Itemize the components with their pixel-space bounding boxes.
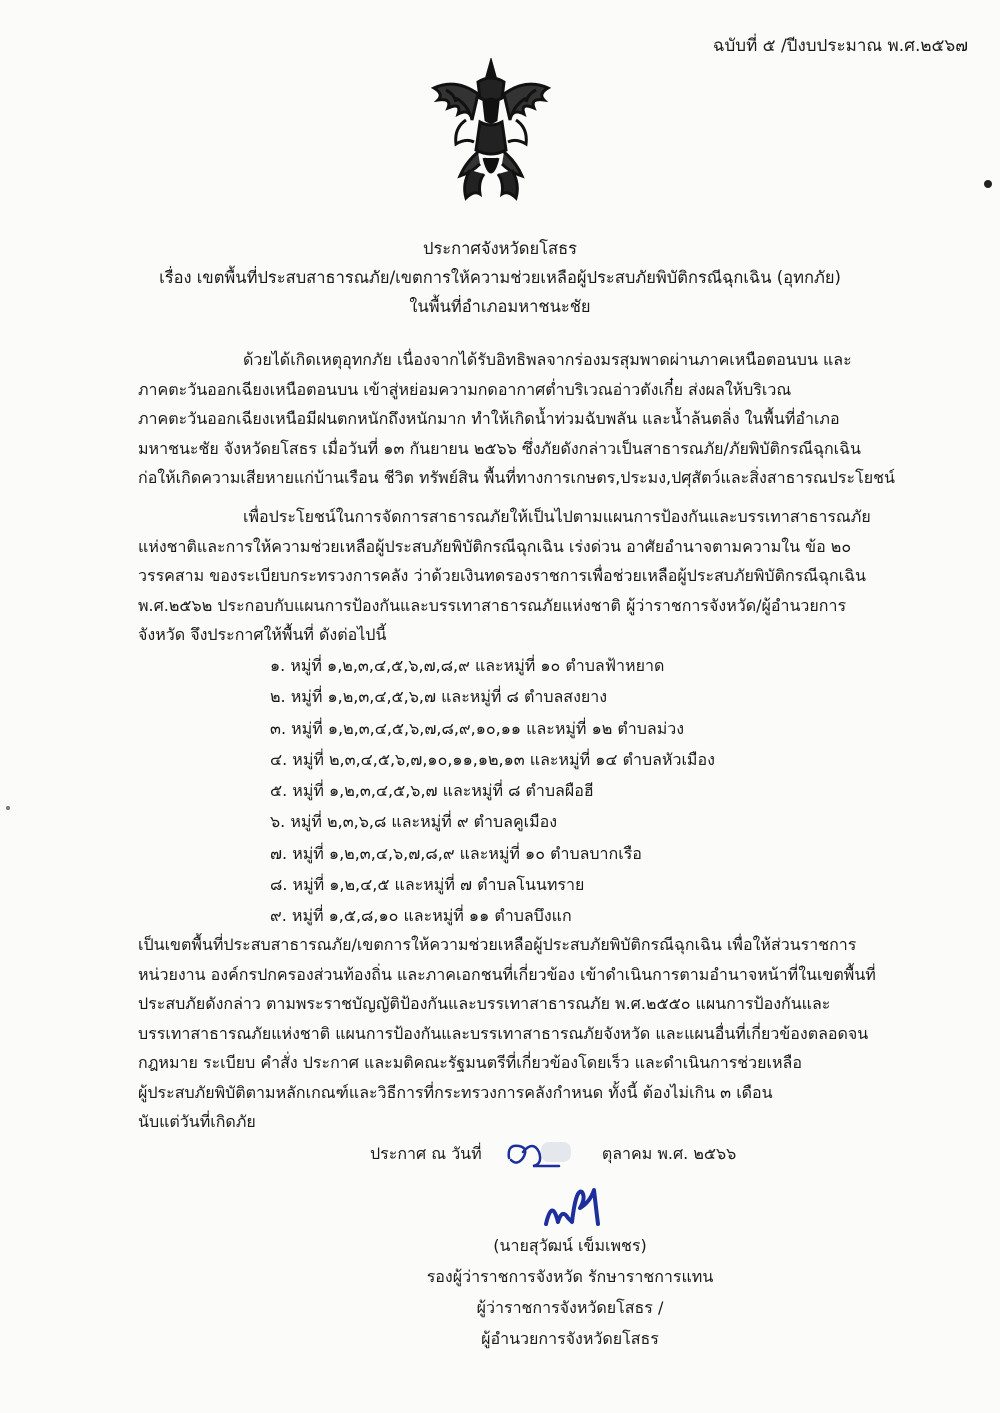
paragraph-3 [138,930,906,1137]
signer-name: (นายสุวัฒน์ เข็มเพชร) [493,1236,647,1255]
list-item: ๘. หมู่ที่ ๑,๒,๔,๕ และหมู่ที่ ๗ ตำบลโนนทราย [270,875,585,895]
paragraph-line: เพื่อประโยชน์ในการจัดการสาธารณภัยให้เป็นไปตามแผนการป้องกันและบรรเทาสาธารณภัย [243,507,871,526]
paragraph-line: นับแต่วันที่เกิดภัย [138,1112,256,1131]
paragraph-line: ภาคตะวันออกเฉียงเหนือตอนบน เข้าสู่หย่อมความกดอากาศต่ำบริเวณอ่าวตังเกี๋ย ส่งผลให้บริเวณ [138,379,792,399]
paragraph-line: วรรคสาม ของระเบียบกระทรวงการคลัง ว่าด้วยเงินทดรองราชการเพื่อช่วยเหลือผู้ประสบภัยพิบัติกรณีฉุกเฉิน [138,566,866,585]
paragraph-line: แห่งชาติและการให้ความช่วยเหลือผู้ประสบภัยพิบัติกรณีฉุกเฉิน เร่งด่วน อาศัยอำนาจตามความใน ข้อ ๒๐ [138,536,852,556]
list-item: ๗. หมู่ที่ ๑,๒,๓,๔,๖,๗,๘,๙ และหมู่ที่ ๑๐ ตำบลบากเรือ [270,843,642,863]
paragraph-1 [138,345,906,493]
list-item: ๙. หมู่ที่ ๑,๕,๘,๑๐ และหมู่ที่ ๑๑ ตำบลบึงแก [270,906,572,926]
list-item: ๖. หมู่ที่ ๒,๓,๖,๘ และหมู่ที่ ๙ ตำบลคูเมือง [270,812,558,832]
paragraph-line: พ.ศ.๒๕๖๒ ประกอบกับแผนการป้องกันและบรรเทาสาธารณภัยแห่งชาติ ผู้ว่าราชการจังหวัด/ผู้อำนวยการ [138,595,847,615]
date-suffix: ตุลาคม พ.ศ. ๒๕๖๖ [601,1144,737,1163]
list-item: ๒. หมู่ที่ ๑,๒,๓,๔,๕,๖,๗ และหมู่ที่ ๘ ตำบลสงยาง [270,687,608,707]
garuda-emblem-icon [426,58,556,206]
heading-location: ในพื้นที่อำเภอมหาชนะชัย [409,297,591,316]
heading-subject: เรื่อง เขตพื้นที่ประสบสาธารณภัย/เขตการให้ความช่วยเหลือผู้ประสบภัยพิบัติกรณีฉุกเฉิน (อุทกภัย) [159,268,841,287]
paragraph-line: เป็นเขตพื้นที่ประสบสาธารณภัย/เขตการให้ความช่วยเหลือผู้ประสบภัยพิบัติกรณีฉุกเฉิน เพื่อให้ส่วนราชการ [138,935,857,954]
paragraph-line: ด้วยได้เกิดเหตุอุทกภัย เนื่องจากได้รับอิทธิพลจากร่องมรสุมพาดผ่านภาคเหนือตอนบน และ [243,350,852,369]
signer-block [0,1230,1000,1354]
signer-position: ผู้ว่าราชการจังหวัดยโสธร / [476,1298,664,1317]
heading-line-1: ประกาศจังหวัดยโสธร [422,239,578,258]
paragraph-line: กฎหมาย ระเบียบ คำสั่ง ประกาศ และมติคณะรัฐมนตรีที่เกี่ยวข้องโดยเร็ว และดำเนินการช่วยเหลือ [138,1053,802,1072]
paragraph-line: ก่อให้เกิดความเสียหายแก่บ้านเรือน ชีวิต ทรัพย์สิน พื้นที่ทางการเกษตร,ประมง,ปศุสัตว์และสิ่งสาธารณประโยชน์ [138,468,895,487]
list-item: ๕. หมู่ที่ ๑,๒,๓,๔,๕,๖,๗ และหมู่ที่ ๘ ตำบลผือฮี [270,781,594,801]
paragraph-line: ภาคตะวันออกเฉียงเหนือมีฝนตกหนักถึงหนักมาก ทำให้เกิดน้ำท่วมฉับพลัน และน้ำล้นตลิ่ง ในพื้นที่อำเภอ [138,409,840,428]
paragraph-line: ผู้ประสบภัยพิบัติตามหลักเกณฑ์และวิธีการที่กระทรวงการคลังกำหนด ทั้งนี้ ต้องไม่เกิน ๓ เดือน [138,1082,773,1102]
handwritten-day-mark [503,1136,573,1170]
list-item: ๑. หมู่ที่ ๑,๒,๓,๔,๕,๖,๗,๘,๙ และหมู่ที่ ๑๐ ตำบลฟ้าหยาด [270,656,665,675]
paragraph-line: มหาชนะชัย จังหวัดยโสธร เมื่อวันที่ ๑๓ กันยายน ๒๕๖๖ ซึ่งภัยดังกล่าวเป็นสาธารณภัย/ภัยพิบัติกรณีฉุกเฉิน [138,438,861,458]
list-item: ๓. หมู่ที่ ๑,๒,๓,๔,๕,๖,๗,๘,๙,๑๐,๑๑ และหมู่ที่ ๑๒ ตำบลม่วง [270,718,685,738]
paragraph-line: ประสบภัยดังกล่าว ตามพระราชบัญญัติป้องกันและบรรเทาสาธารณภัย พ.ศ.๒๕๕๐ แผนการป้องกันและ [138,994,831,1013]
edition-number: ฉบับที่ ๕ /ปีงบประมาณ พ.ศ.๒๕๖๗ [712,36,968,56]
paragraph-line: หน่วยงาน องค์กรปกครองส่วนท้องถิ่น และภาคเอกชนที่เกี่ยวข้อง เข้าดำเนินการตามอำนาจหน้าที่ในเขตพื้นที่ [138,964,876,984]
ink-speck [6,806,10,810]
signature-mark [538,1178,608,1230]
affected-areas-list [270,650,715,932]
signer-position: รองผู้ว่าราชการจังหวัด รักษาราชการแทน [426,1267,714,1286]
list-item: ๔. หมู่ที่ ๒,๓,๔,๕,๖,๗,๑๐,๑๑,๑๒,๑๓ และหมู่ที่ ๑๔ ตำบลหัวเมือง [270,749,715,769]
signer-position: ผู้อำนวยการจังหวัดยโสธร [481,1329,659,1348]
ink-speck [984,180,992,188]
paragraph-line: จังหวัด จึงประกาศให้พื้นที่ ดังต่อไปนี้ [138,625,387,644]
date-prefix: ประกาศ ณ วันที่ [370,1144,482,1163]
paragraph-line: บรรเทาสาธารณภัยแห่งชาติ แผนการป้องกันและบรรเทาสาธารณภัยจังหวัด และแผนอื่นที่เกี่ยวข้องตลอดจน [138,1023,869,1043]
document-heading [0,234,1000,321]
paragraph-2 [138,502,906,650]
